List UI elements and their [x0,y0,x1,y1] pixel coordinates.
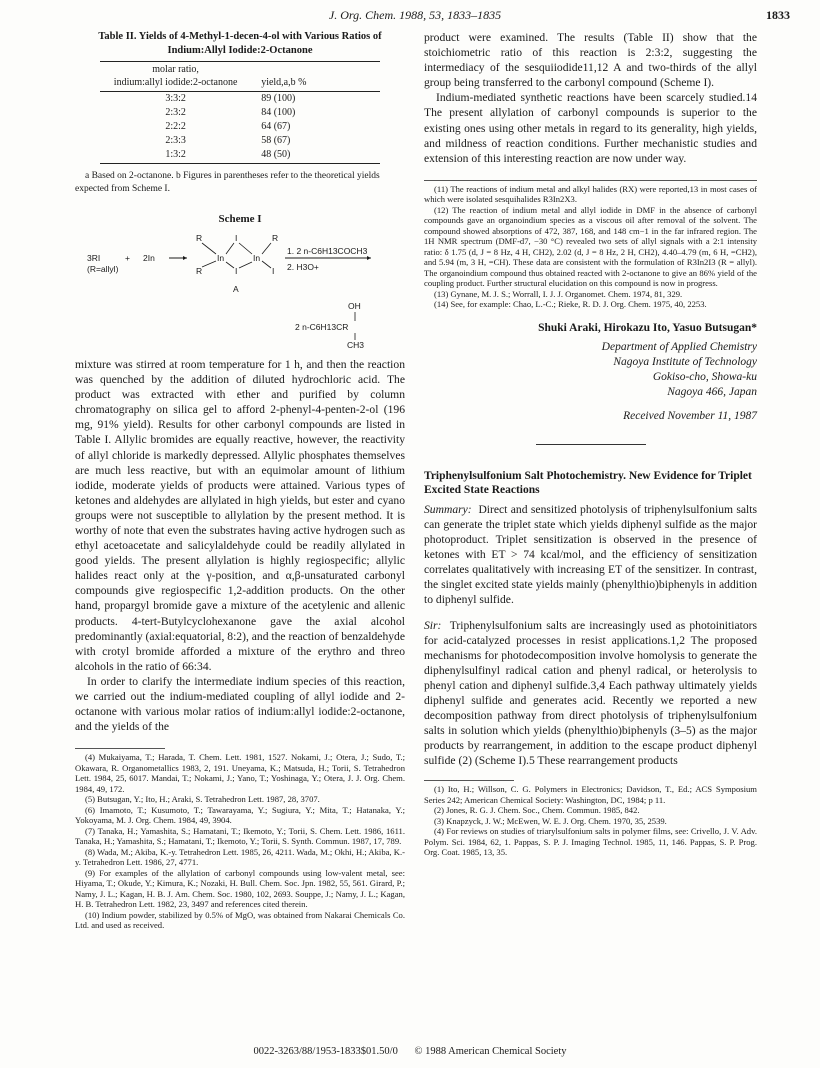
svg-text:R: R [196,232,203,243]
svg-text:R: R [272,232,279,243]
reference: (11) The reactions of indium metal and alkyl halides (RX) were reported,13 in most cases of which were isolated sesquihalides R3In2X3. [424,183,757,205]
reference: (2) Jones, R. G. J. Chem. Soc., Chem. Commun. 1985, 842. [434,805,640,816]
right-references-top [424,184,757,310]
reactant-note: (R=allyl) [87,263,119,274]
table-body [100,92,380,164]
ratio-cell: 2:3:3 [165,135,186,147]
bridging-iodide: I [235,232,238,243]
reference: (4) Mukaiyama, T.; Harada, T. Chem. Lett. 1981, 1527. Nokami, J.; Otera, J.; Sudo, T.; Okawara, R. Organometallics 1983, 2, 191. Uneyama, K.; Matsuda, H.; Torii, S. Tetrahedron Lett. 1984, 25, 6017. Mandai, T.; Nokami, J.; Yano, T.; Yoshinaga, Y.; Otera, J. J. Org. Chem. 1984, 49, 172. [75,752,405,794]
copyright: © 1988 American Chemical Society [414,1046,567,1057]
table-row [100,92,380,107]
yield-cell: 64 (67) [261,121,291,133]
yield-cell: 89 (100) [261,93,296,105]
reference: (8) Wada, M.; Akiba, K.-y. Tetrahedron Lett. 1985, 26, 4211. Wada, M.; Okhi, H.; Akiba, K.-y. Tetrahedron Lett. 1986, 27, 4771. [75,846,405,868]
right-body-text [424,30,757,166]
product-formula: 2 n-C6H13CR [295,321,349,332]
reference: (9) For examples of the allylation of carbonyl compounds using low-valent metal, see: Hiyama, T.; Okude, Y.; Kimura, K.; Nozaki, H. Bull. Chem. Soc. Jpn. 1982, 55, 561. Girard, P.; Namy, J. L.; Kagan, H. B. J. Am. Chem. Soc. 1980, 102, 2693. Souppe, J.; Namy, J. L.; Kagan, H. B. Tetrahedron Lett. 1982, 23, 3497 and references cited therein. [75,867,405,910]
table-footnotes: a Based on 2-octanone. b Figures in parentheses refer to the theoretical yields expected from Scheme I. [75,171,380,194]
ratio-cell: 2:2:2 [165,121,186,133]
article-title: Triphenylsulfonium Salt Photochemistry. New Evidence for Triplet Excited State Reactions [424,469,752,496]
reactant-indium: 2In [143,252,155,263]
article-summary [424,502,757,608]
running-header [40,8,790,28]
scheme-title: Scheme I [218,212,262,225]
received-date: Received November 11, 1987 [623,409,757,422]
ratio-cell: 3:3:2 [165,93,186,105]
yield-cell: 48 (50) [251,148,380,164]
product-methyl: CH3 [347,339,365,349]
reference: (4) For reviews on studies of triarylsulfonium salts in polymer films, see: Crivello, J. V. Adv. Polym. Sci. 1984, 62, 1. Pappas, S. P. J. Imaging Technol. 1985, 11, 146. Pappas, S. P. Prog. Org. Coat. 1985, 13, 35. [424,826,757,858]
paragraph: mixture was stirred at room temperature for 1 h, and then the reaction was quenched by the addition of diluted hydrochloric acid. The product was extracted with ether and purified by column chromatography on silica gel to afford 2-phenyl-4-penten-2-ol (196 mg, 91% yield). Results for other carbonyl compounds are listed in Table I. Allylic bromides are equally reactive, however, the reactivity of allyl chloride is markedly depressed. Allylic phosphates themselves are much less reactive, but with an equimolar amount of lithium iodide, moderate yields of products were attained. Various types of ketones and aldehydes are allylated in high yields, but ester and cyano groups were not susceptible to allylation by the present method. It is worthy of note that even the substrates having active hydrogen such as ethyl acetoacetate and salicylaldehyde could be readily allylated in good yields. The present allylation is highly regiospecific; allylic halides react only at the γ-position, and α,β-unsaturated carbonyl compounds give regiospecific 1,2-addition products. On the other hand, propargyl bromide gave a mixture of the acetylenic and allenic products. 4-tert-Butylcyclohexanone gave the axial alcohol predominantly (axial:equatorial, 8:2), and the reaction of benzaldehyde with crotyl bromide afforded a mixture of the erythro and threo alcohols in the ratio of 66:34. [75,357,405,673]
yield-table [100,61,380,164]
scheme-diagram [75,229,405,349]
footnote-rule [424,180,757,181]
summary-label: Summary: [424,502,472,516]
svg-text:I: I [272,265,275,276]
reference: (3) Knapzyck, J. W.; McEwen, W. E. J. Org. Chem. 1970, 35, 2539. [434,815,667,826]
paragraph: Indium-mediated synthetic reactions have been scarcely studied.14 The present allylation of carbonyl compounds is superior to the existing ones using other metals in regard to its generality, high yields, and mildness of reaction conditions. Further mechanistic studies and extension of this interesting reaction are now under way. [424,91,757,165]
condition-1: 1. 2 n-C6H13COCH3 [287,245,368,256]
reference: (1) Ito, H.; Willson, C. G. Polymers in Electronics; Davidson, T., Ed.; ACS Symposium Series 242; American Chemical Society: Washington, DC, 1984; p 11. [424,784,757,805]
plus-sign: + [125,252,130,263]
table-caption: Table II. Yields of 4-Methyl-1-decen-4-ol with Various Ratios of Indium:Allyl Iodide:2-Octanone [98,31,382,56]
indium-atom-1: In [217,252,225,263]
arrow-head-1 [183,256,187,260]
sir-text: Triphenylsulfonium salts are increasingly used as photoinitiators for acid-catalyzed processes in resist applications.1,2 The proposed mechanisms for photodecomposition involve homolysis to generate the diphenylsulfinyl radical cation and phenyl radical, or heterolysis to phenyl cation and diphenyl sulfide.3,4 Each pathway ultimately yields diphenyl sulfide and generates acid. Recently we reported a new decomposition pathway from direct photolysis of triphenylsulfonium salts in solution which yields (phenylthio)biphenyls (3–5) as the major products by rearrangement, in addition to the escape product diphenyl sulfide (2) (Scheme I).5 These rearrangement products [424,618,757,768]
arrow-head-2 [367,256,371,260]
left-column [75,30,405,931]
page-number: 1833 [766,8,790,22]
reference: (10) Indium powder, stabilized by 0.5% of MgO, was obtained from Nakarai Chemicals Co. Ltd. and used as received. [75,909,405,931]
reference: (6) Imamoto, T.; Kusumoto, T.; Tawarayama, Y.; Sugiura, Y.; Mita, T.; Hatanaka, Y.; Yokoyama, M. J. Org. Chem. 1984, 49, 3904. [75,804,405,826]
ratio-cell: 2:3:2 [165,107,186,119]
affiliation: Department of Applied Chemistry Nagoya Institute of Technology Gokiso-cho, Showa-ku Nagoya 466, Japan [601,340,757,398]
table-row [100,120,380,134]
yield-cell: 58 (67) [261,135,291,147]
reference: (5) Butsugan, Y.; Ito, H.; Araki, S. Tetrahedron Lett. 1987, 28, 3707. [85,794,320,805]
paragraph: In order to clarify the intermediate indium species of this reaction, we carried out the indium-mediated coupling of allyl iodide and 2-octanone with various molar ratios of indium:allyl iodide:2-octanone, and the yields of the [75,674,405,734]
page-footer [0,1046,820,1057]
author-list: Shuki Araki, Hirokazu Ito, Yasuo Butsugan* [538,321,757,334]
product-hydroxyl: OH [348,300,361,311]
condition-2: 2. H3O+ [287,261,319,272]
table-header-ratio: molar ratio, indium:allyl iodide:2-octanone [100,62,251,92]
reference: (12) The reaction of indium metal and allyl iodide in DMF in the absence of carbonyl compounds gave an organoindium species as a viscous oil after removal of the solvent. The compound showed absorptions of 472, 387, 168, and 148 cm−1 in the far infrared region. The 1H NMR spectrum (DMF-d7, −30 °C) revealed two sets of allyl signals with a 2:1 intensity ratio: δ 1.75 (d, J = 8 Hz, 4 H, CH2), 2.02 (d, J = 8 Hz, 2 H, CH2), 4.40–4.79 (m, 6 H, =CH2), and 5.94 (m, 3 H, =CH). These data are consistent with the formulation of R3In2I3 (R = allyl). The organoindium compound thus obtained reacted with 2-octanone to give an 86% yield of the coupling product. Further structural elucidation on this compound is now in progress. [424,204,757,289]
table-row [100,106,380,120]
article-code: 0022-3263/88/1953-1833$01.50/0 [253,1046,398,1057]
table-row [100,148,380,164]
paragraph: product were examined. The results (Table II) show that the stoichiometric ratio of this reaction is 2:3:2, suggesting the intermediacy of the sesquiiodide11,12 A and two-thirds of the allyl group being transferred to the carbonyl compound (Scheme I). [424,31,757,90]
reference: (13) Gynane, M. J. S.; Worrall, I. J. J. Organomet. Chem. 1974, 81, 329. [434,288,683,299]
table-row [100,134,380,148]
left-references [75,752,405,931]
ratio-cell: 1:3:2 [100,148,251,164]
article-sir [424,618,757,769]
summary-text: Direct and sensitized photolysis of triphenylsulfonium salts can generate the triplet state which yields diphenyl sulfide as the major photoproduct. Triplet sensitization is observed in the presence of ketones with ET > 74 kcal/mol, and the efficiency of sensitization correlates qualitatively with increasing ET of the sensitizer. In contrast, the singlet excited state yields mainly (phenylthio)biphenyls in addition to diphenyl sulfide. [424,502,758,607]
indium-atom-2: In [253,252,261,263]
svg-text:I: I [235,265,238,276]
table-header-yield: yield,a,b % [251,62,380,92]
sir-label: Sir: [424,618,442,632]
footnote-rule [75,748,165,749]
right-references-bottom [424,784,757,858]
right-column [424,30,757,858]
reference: (7) Tanaka, H.; Yamashita, S.; Hamatani, T.; Ikemoto, Y.; Torii, S. Chem. Lett. 1986, 1611. Tanaka, H.; Yamashita, S.; Hamatani, T.; Ikemoto, Y.; Torii, S. Synth. Commun. 1987, 17, 789. [75,825,405,847]
left-body-text [75,357,405,734]
compound-label-A: A [233,283,239,294]
journal-citation: J. Org. Chem. 1988, 53, 1833–1835 [328,8,502,22]
footnote-rule [424,780,514,781]
svg-text:R: R [196,265,203,276]
reference: (14) See, for example: Chao, L.-C.; Rieke, R. D. J. Org. Chem. 1975, 40, 2253. [434,299,707,310]
reactant-allyl-iodide: 3RI [87,252,101,263]
yield-cell: 84 (100) [261,107,296,119]
article-separator [536,444,646,445]
